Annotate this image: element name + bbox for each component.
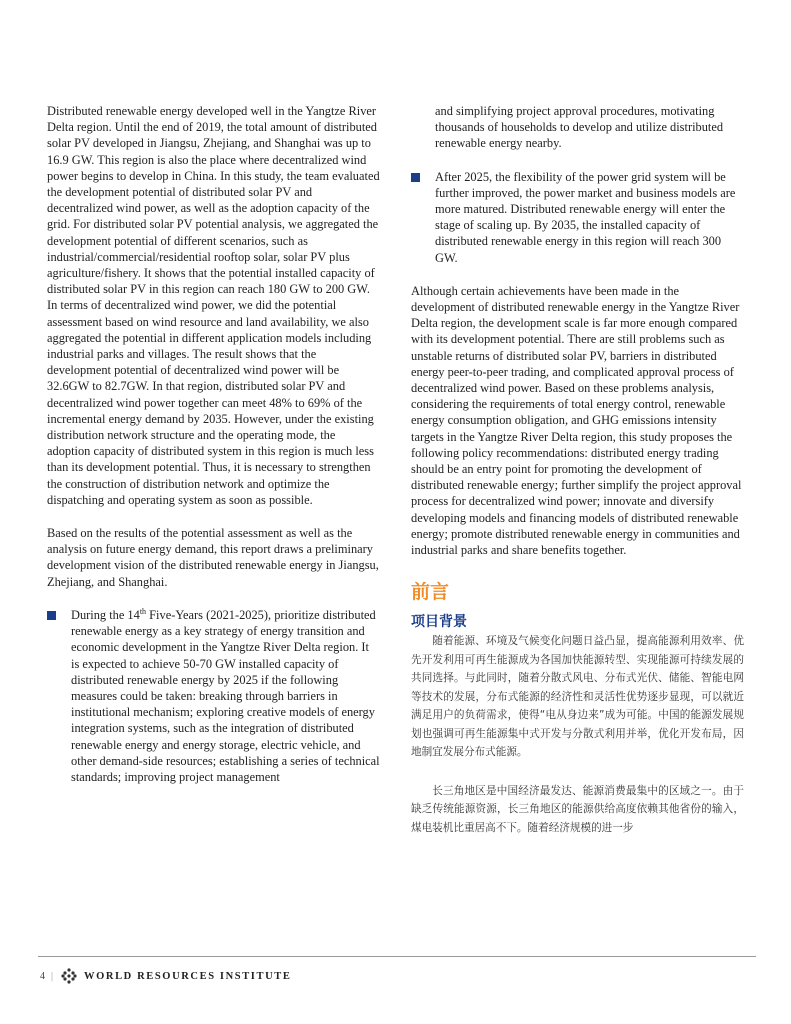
right-column xyxy=(411,103,744,837)
bullet-text: After 2025, the flexibility of the power grid system will be further improved, the power market and business models are more matured. Distributed renewable energy will enter the stage of scaling up. By 2035, the installed capacity of distributed renewable energy in this region will reach 300 GW. xyxy=(435,169,736,265)
bullet-text: During the 14th Five-Years (2021-2025), prioritize distributed renewable energy as a key strategy of energy transition and economic development in the Yangtze River Delta region. It is expected to achieve 50-70 GW installed capacity of distributed renewable energy by 2025 if the following measures could be taken: breaking through barriers in institutional mechanism; exploring creative models of energy integration systems, such as the integration of distributed renewable energy and energy storage, electric vehicle, and other demand-side resources; establishing a series of technical standards; improving project management xyxy=(71,606,380,784)
vision-paragraph: Based on the results of the potential assessment as well as the analysis on future energy demand, this report draws a preliminary development vision of the distributed renewable energy in Jiangsu, Zhejiang, and Shanghai. xyxy=(47,526,379,589)
bullet-item-after-2025 xyxy=(411,169,744,266)
chinese-paragraph: 随着能源、环境及气候变化问题日益凸显，提高能源利用效率、优先开发利用可再生能源成为各国加快能源转型、实现能源可持续发展的共同选择。与此同时，随着分散式风电、分布式光伏、储能、智能电网等技术的发展，分布式能源的经济性和灵活性优势逐步显现，可以就近满足用户的负荷需求，使得“电从身边来”成为可能。中国的能源发展规划也强调可再生能源集中式开发与分散式利用并举，优化开发布局，因地制宜发展分布式能源。 xyxy=(411,635,744,759)
bullet-text: and simplifying project approval procedures, motivating thousands of households to develop and utilize distributed renewable energy nearby. xyxy=(435,104,724,151)
square-bullet-icon xyxy=(47,611,56,620)
square-bullet-icon xyxy=(411,173,420,182)
page-footer xyxy=(40,968,291,984)
bullet-item-14th-five-year xyxy=(47,607,380,785)
project-background-heading: 项目背景 xyxy=(411,614,467,631)
recommendations-paragraph: Although certain achievements have been made in the development of distributed renewable energy in the Yangtze River Delta region, the development scale is far more enough compared with its development potential. There are still problems such as unstable returns of distributed solar PV, barriers in distributed energy peer-to-peer trading, and complicated approval process of decentralized wind power. Based on these problems analysis, considering the requirements of total energy control, renewable energy consumption obligation, and GHG emissions intensity targets in the Yangtze River Delta region, this study proposes the following policy recommendations: distributed energy trading should be an entry point for promoting the development of distributed renewable energy; further simplify the project approval process for decentralized wind power; innovate and diversify developing models and financing models of distributed renewable energy; promote distributed renewable energy in communities and industrial parks and share benefits together. xyxy=(411,283,742,558)
intro-paragraph: Distributed renewable energy developed well in the Yangtze River Delta region. Until the end of 2019, the total amount of distributed solar PV developed in Jiangsu, Zhejiang, and Shanghai was up to 16.9 GW. This region is also the place where decentralized wind power begins to develop in China. In this study, the team evaluated the development potential of distributed solar PV and decentralized wind power, as well as the adoption capacity of the grid. For distributed solar PV potential analysis, we aggregated the development potential of different scenarios, such as industrial/commercial/residential rooftop solar, solar PV plus agriculture/fishery. It shows that the potential installed capacity of distributed solar PV in this region can reach 180 GW to 200 GW. In terms of decentralized wind power, we did the potential assessment based on wind resource and land availability, we also aggregated the potential in different application models including industrial parks and villages. The result shows that the development potential of decentralized wind power will be 32.6GW to 82.7GW. In that region, distributed solar PV and decentralized wind power together can meet 48% to 69% of the incremental energy demand by 2035. However, under the existing distribution network structure and the operating mode, the adoption capacity of distributed system in this region is much less than its development potential. Thus, it is necessary to strengthen the construction of distribution network and optimize the dispatching and operating system as soon as possible. xyxy=(47,104,380,507)
wri-logo-icon xyxy=(61,968,77,984)
left-column xyxy=(47,103,380,785)
organization-name: WORLD RESOURCES INSTITUTE xyxy=(84,970,292,982)
bullet-continuation xyxy=(411,103,744,152)
footer-divider xyxy=(38,956,756,957)
page-number: 4 xyxy=(40,970,45,982)
preface-heading: 前言 xyxy=(411,581,450,604)
chinese-paragraph: 长三角地区是中国经济最发达、能源消费最集中的区域之一。由于缺乏传统能源资源，长三角地区的能源供给高度依赖其他省份的输入，煤电装机比重居高不下。随着经济规模的进一步 xyxy=(411,784,744,834)
footer-separator: | xyxy=(51,970,54,982)
